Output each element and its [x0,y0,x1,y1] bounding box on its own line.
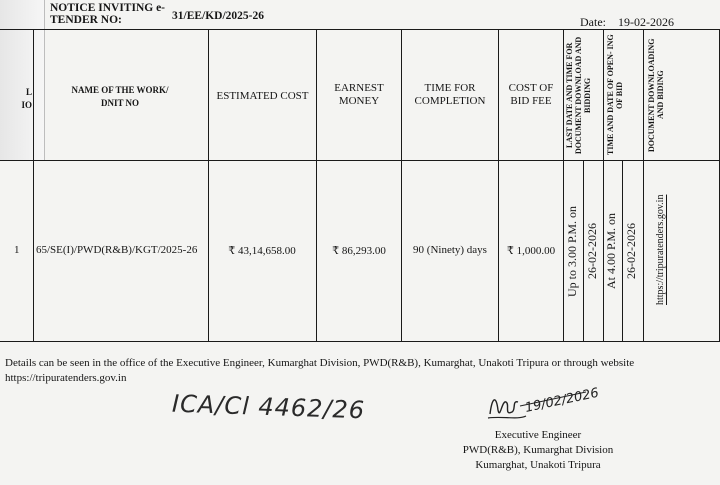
cell-sl-no: 1 [14,244,20,256]
header-sl-no [2,86,32,112]
handwritten-reference: ICA/Cl 4462/26 [171,389,366,425]
col-divider [401,29,402,342]
signature-icon [482,385,601,430]
header-name-of-work-line2: DNIT NO [100,98,140,108]
col-divider [316,29,317,342]
notice-title [50,2,165,26]
notice-title-line2: TENDER NO: [50,14,122,26]
header-last-date: LAST DATE AND TIME FOR DOCUMENT DOWNLOAD AND BIDDING [565,36,592,154]
header-name-of-work [40,84,200,110]
cell-opening-date: 26-02-2026 [624,223,638,279]
date-label: Date: [580,15,606,29]
header-earnest-money-line2: MONEY [338,95,380,107]
cell-time-for-completion: 90 (Ninety) days [413,244,487,256]
cell-bid-fee: ₹ 1,000.00 [506,245,556,257]
header-time-for-completion [402,82,498,108]
header-sl-no-line1: L [25,87,32,97]
cell-dnit-no: 65/SE(I)/PWD(R&B)/KGT/2025-26 [36,244,198,256]
header-earnest-money-line1: EARNEST [334,82,384,94]
col-subdivider [583,161,584,341]
cell-last-date: 26-02-2026 [585,223,599,279]
header-name-of-work-line1: NAME OF THE WORK/ [71,85,169,95]
col-divider [563,29,564,342]
signature-date: 19/02/2026 [523,385,601,416]
header-sl-no-line2: IO [21,100,32,110]
cell-last-date-time: Up to 3.00 P.M. on [565,205,579,297]
date-value: 19-02-2026 [618,15,674,29]
header-cost-of-bid-fee [499,82,563,108]
signatory-block [438,428,638,473]
col-divider [33,29,34,342]
cell-opening-time: At 4.00 P.M. on [604,213,618,290]
signatory-location: Kumarghat, Unakoti Tripura [475,459,601,471]
details-text: Details can be seen in the office of the Executive Engineer, Kumarghat Division, PWD(R&B), Kumarghat, Unakoti Tripura or through website https://tripuratenders.gov.in [5,357,635,384]
signatory-office: PWD(R&B), Kumarghat Division [462,444,614,456]
notice-title-line1: NOTICE INVITING e- [50,2,166,14]
table-top-rule [0,29,720,30]
header-time-for-completion-line1: TIME FOR [424,82,476,94]
header-estimated-cost: ESTIMATED COST [216,90,309,102]
col-divider [208,29,209,342]
cell-document-link[interactable]: https://tripuratenders.gov.in [655,194,666,306]
header-cost-of-bid-fee-line2: BID FEE [510,95,552,107]
table-header-rule [0,160,720,161]
signatory-title: Executive Engineer [494,429,582,441]
header-earnest-money [317,82,401,108]
cell-earnest-money: ₹ 86,293.00 [332,245,386,257]
header-time-for-completion-line2: COMPLETION [414,95,486,107]
col-subdivider [622,161,623,341]
cell-estimated-cost: ₹ 43,14,658.00 [228,245,296,257]
col-divider [643,29,644,342]
header-opening-date: TIME AND DATE OF OPEN- ING OF BID [606,34,624,156]
header-document-download: DOCUMENT DOWNLOADING AND BIDING [647,38,665,152]
header-cost-of-bid-fee-line1: COST OF [508,82,554,94]
tender-number: 31/EE/KD/2025-26 [172,10,265,22]
table-bottom-rule [0,341,720,342]
page-fold-shadow [0,0,45,160]
col-divider [498,29,499,342]
